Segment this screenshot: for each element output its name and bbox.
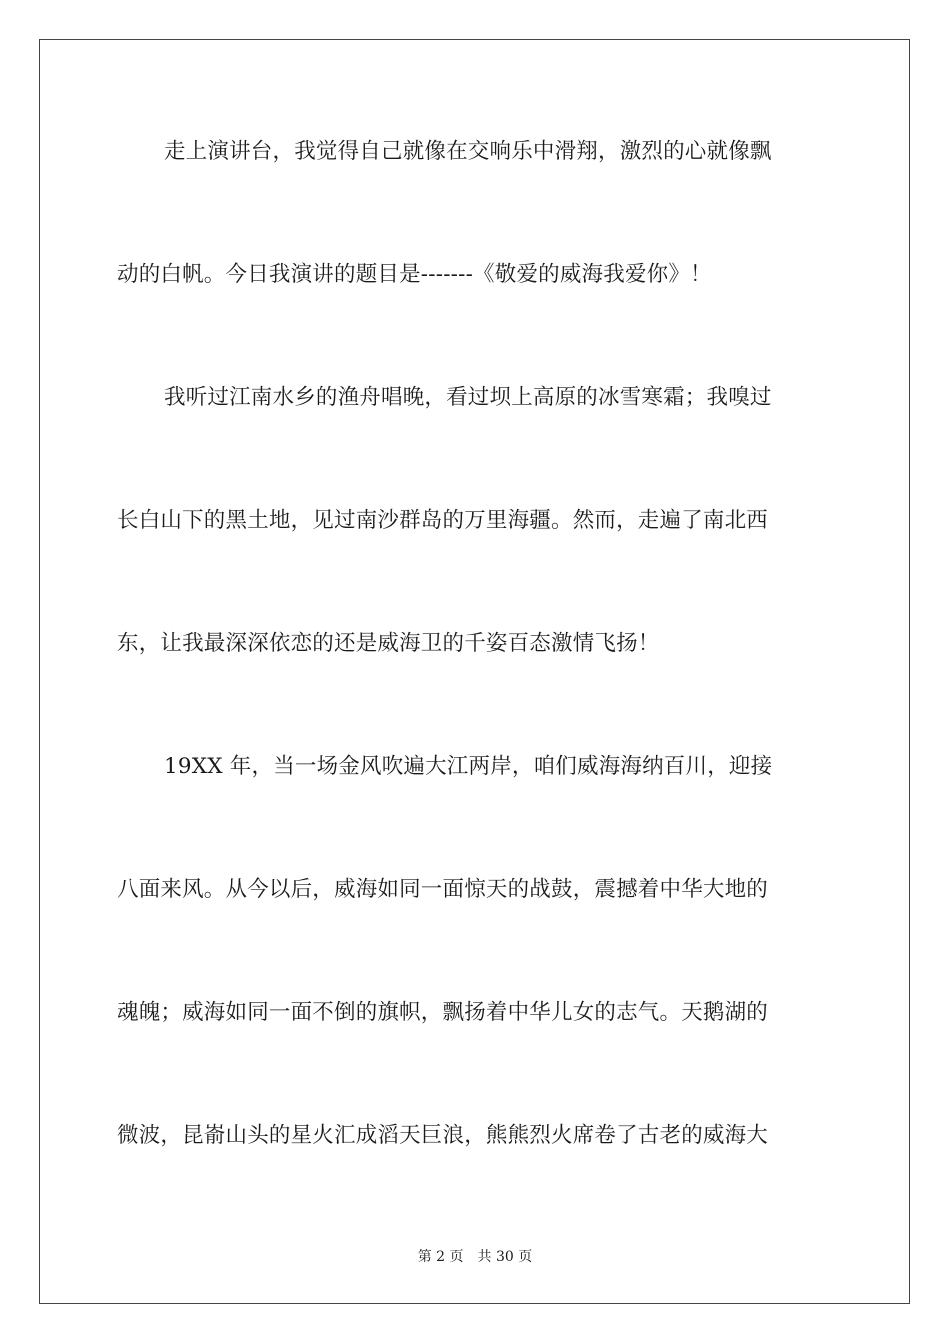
paragraph-line: 八面来风。从今以后，威海如同一面惊天的战鼓，震撼着中华大地的 <box>117 877 769 902</box>
page-total: 共 30 页 <box>477 1249 533 1265</box>
paragraph-line: 微波，昆嵛山头的星火汇成滔天巨浪，熊熊烈火席卷了古老的威海大 <box>117 1123 769 1148</box>
paragraph-line: 动的白帆。今日我演讲的题目是-------《敬爱的威海我爱你》！ <box>117 262 712 287</box>
paragraph-line: 长白山下的黑土地，见过南沙群岛的万里海疆。然而，走遍了南北西 <box>117 508 769 533</box>
paragraph-line: 魂魄；威海如同一面不倒的旗帜，飘扬着中华儿女的志气。天鹅湖的 <box>117 1000 769 1025</box>
paragraph-line: 走上演讲台，我觉得自己就像在交响乐中滑翔，激烈的心就像飘 <box>164 139 772 164</box>
paragraph-line: 19XX 年，当一场金风吹遍大江两岸，咱们威海海纳百川，迎接 <box>164 754 773 779</box>
paragraph-line: 我听过江南水乡的渔舟唱晚，看过坝上高原的冰雪寒霜；我嗅过 <box>164 385 772 410</box>
page-number: 第 2 页 <box>417 1249 464 1265</box>
paragraph-line: 东，让我最深深依恋的还是威海卫的千姿百态激情飞扬！ <box>117 631 660 656</box>
page-border <box>39 39 910 1304</box>
page-footer <box>0 1248 950 1266</box>
